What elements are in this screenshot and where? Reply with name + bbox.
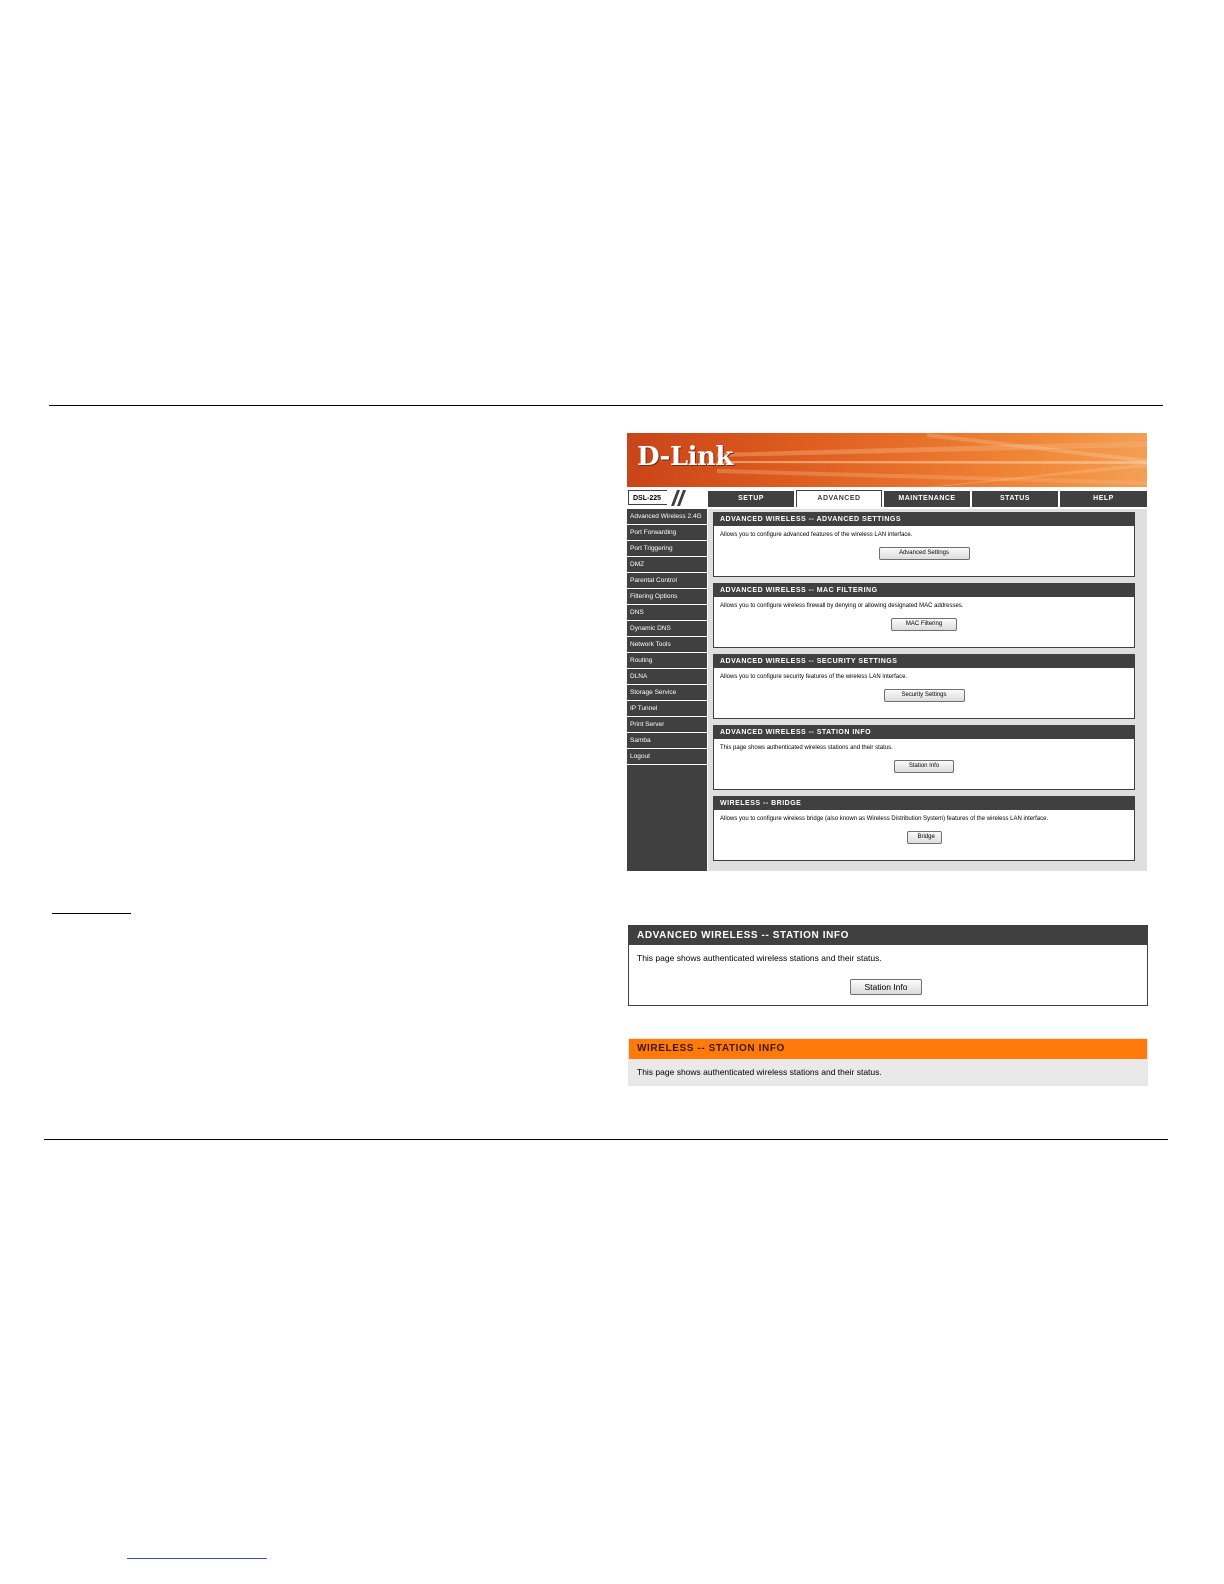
tab-help[interactable]: HELP xyxy=(1060,491,1147,507)
tab-advanced[interactable]: ADVANCED xyxy=(796,490,882,507)
panel-station-info xyxy=(713,725,1135,790)
bridge-button[interactable]: Bridge xyxy=(907,831,942,844)
sidebar-item-advanced-wireless[interactable]: Advanced Wireless 2.4G xyxy=(627,509,707,525)
panel-mac-filtering xyxy=(713,583,1135,648)
panel-advanced-settings xyxy=(713,512,1135,577)
station-info-box-description: This page shows authenticated wireless stations and their status. xyxy=(637,953,882,963)
bottom-divider xyxy=(44,1139,1168,1140)
station-info-box xyxy=(628,925,1148,1006)
station-info-page-description: This page shows authenticated wireless stations and their status. xyxy=(637,1067,882,1077)
model-slash-decoration xyxy=(667,490,707,506)
sidebar-item-network-tools[interactable]: Network Tools xyxy=(627,637,707,653)
panel-title: ADVANCED WIRELESS -- STATION INFO xyxy=(714,726,1134,739)
sidebar-item-samba[interactable]: Samba xyxy=(627,733,707,749)
panel-description: Allows you to configure wireless bridge (also known as Wireless Distribution System) features of the wireless LAN interface. xyxy=(720,816,1049,822)
panel-description: This page shows authenticated wireless stations and their status. xyxy=(720,745,893,751)
section-underline xyxy=(52,913,131,914)
dlink-banner xyxy=(627,433,1147,487)
dlink-logo: D-Link xyxy=(637,442,733,472)
tab-status[interactable]: STATUS xyxy=(972,491,1058,507)
sidebar-item-port-triggering[interactable]: Port Triggering xyxy=(627,541,707,557)
panel-description: Allows you to configure wireless firewall by denying or allowing designated MAC addresses. xyxy=(720,603,964,609)
tab-setup[interactable]: SETUP xyxy=(708,491,794,507)
panel-title: WIRELESS -- BRIDGE xyxy=(714,797,1134,810)
panel-bridge xyxy=(713,796,1135,861)
sidebar-item-dynamic-dns[interactable]: Dynamic DNS xyxy=(627,621,707,637)
sidebar-item-storage-service[interactable]: Storage Service xyxy=(627,685,707,701)
panel-title: ADVANCED WIRELESS -- MAC FILTERING xyxy=(714,584,1134,597)
station-info-page-header xyxy=(628,1038,1148,1086)
top-nav xyxy=(627,490,1147,507)
sidebar-item-dlna[interactable]: DLNA xyxy=(627,669,707,685)
top-divider xyxy=(49,405,1163,406)
panel-title: ADVANCED WIRELESS -- ADVANCED SETTINGS xyxy=(714,513,1134,526)
panel-title: ADVANCED WIRELESS -- SECURITY SETTINGS xyxy=(714,655,1134,668)
station-info-button[interactable]: Station Info xyxy=(894,760,954,773)
station-info-button-large[interactable]: Station Info xyxy=(850,979,922,995)
model-label: DSL-225 xyxy=(628,490,668,505)
sidebar-item-dmz[interactable]: DMZ xyxy=(627,557,707,573)
router-screenshot xyxy=(627,433,1147,871)
mac-filtering-button[interactable]: MAC Filtering xyxy=(891,618,957,631)
tab-maintenance[interactable]: MAINTENANCE xyxy=(884,491,970,507)
security-settings-button[interactable]: Security Settings xyxy=(884,689,965,702)
station-info-page-title: WIRELESS -- STATION INFO xyxy=(629,1039,1147,1059)
content-area xyxy=(708,509,1147,871)
footer-link-underline xyxy=(127,1558,267,1559)
sidebar-item-print-server[interactable]: Print Server xyxy=(627,717,707,733)
sidebar xyxy=(627,509,707,871)
sidebar-item-logout[interactable]: Logout xyxy=(627,749,707,765)
panel-description: Allows you to configure advanced features of the wireless LAN interface. xyxy=(720,532,913,538)
sidebar-item-port-forwarding[interactable]: Port Forwarding xyxy=(627,525,707,541)
sidebar-item-dns[interactable]: DNS xyxy=(627,605,707,621)
sidebar-item-parental-control[interactable]: Parental Control xyxy=(627,573,707,589)
station-info-box-title: ADVANCED WIRELESS -- STATION INFO xyxy=(629,926,1147,945)
sidebar-item-filtering-options[interactable]: Filtering Options xyxy=(627,589,707,605)
sidebar-item-routing[interactable]: Routing xyxy=(627,653,707,669)
advanced-settings-button[interactable]: Advanced Settings xyxy=(879,547,970,560)
sidebar-item-ip-tunnel[interactable]: IP Tunnel xyxy=(627,701,707,717)
panel-description: Allows you to configure security features of the wireless LAN interface. xyxy=(720,674,908,680)
panel-security-settings xyxy=(713,654,1135,719)
